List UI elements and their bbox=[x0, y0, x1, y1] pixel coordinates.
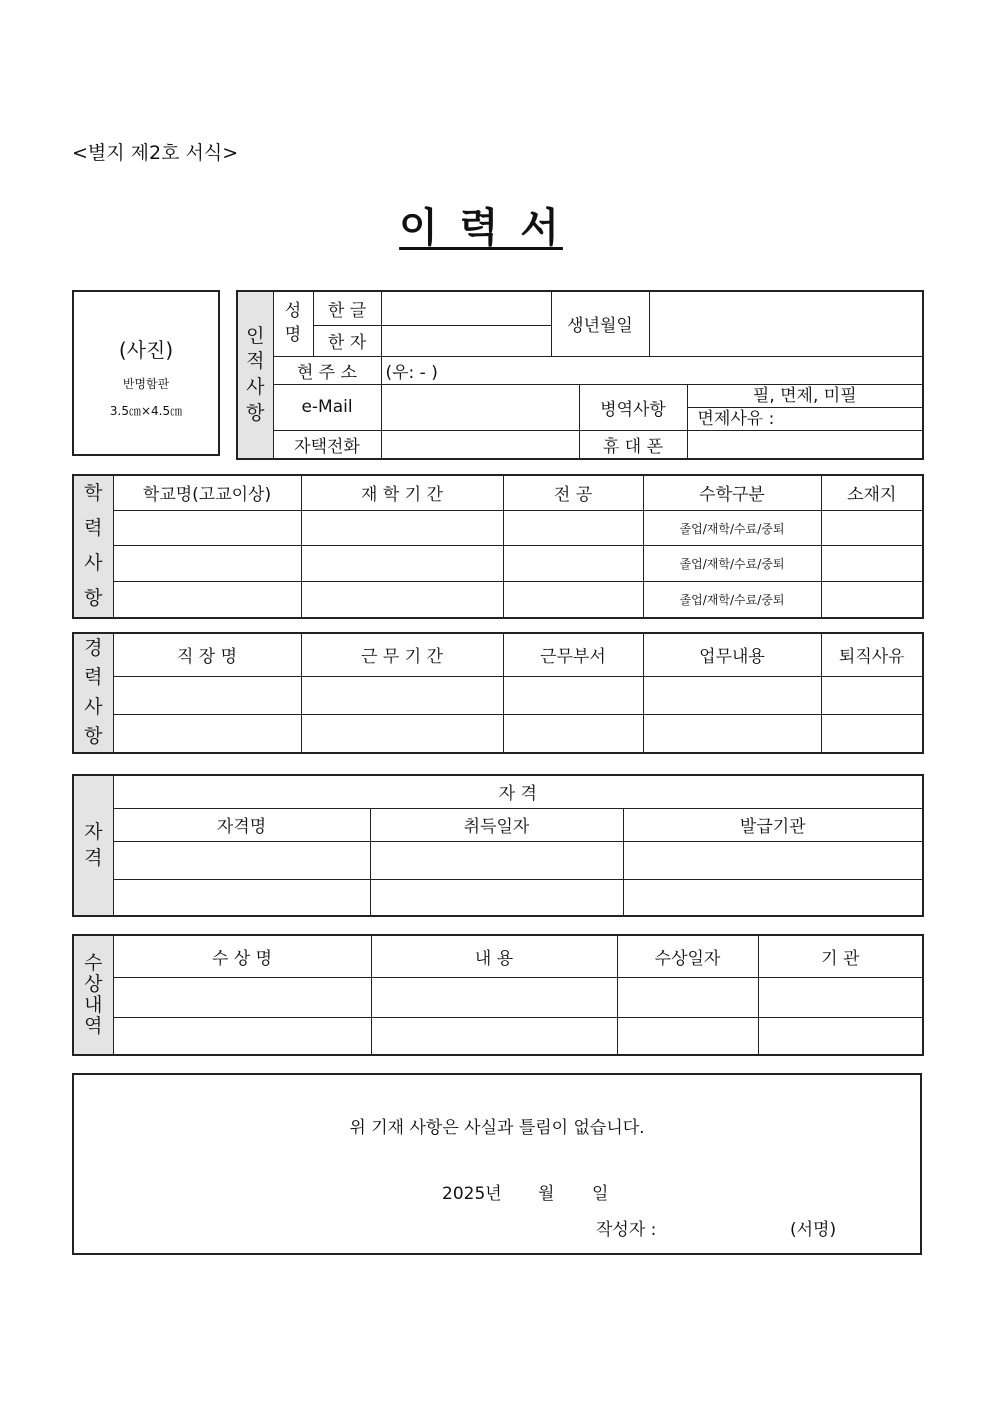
location-field[interactable] bbox=[821, 546, 923, 581]
award-title-field[interactable] bbox=[113, 977, 371, 1017]
page-title: 이 력 서 bbox=[399, 205, 563, 251]
education-header-period: 재 학 기 간 bbox=[301, 475, 503, 510]
table-row bbox=[73, 546, 923, 581]
education-section-label: 학력사항 bbox=[73, 475, 113, 618]
personal-info-table bbox=[236, 290, 924, 460]
career-header-period: 근 무 기 간 bbox=[301, 633, 503, 676]
career-header-department: 근무부서 bbox=[503, 633, 643, 676]
company-field[interactable] bbox=[113, 676, 301, 714]
table-row bbox=[73, 581, 923, 617]
career-table bbox=[72, 632, 924, 754]
award-content-field[interactable] bbox=[371, 1017, 617, 1055]
military-field[interactable] bbox=[687, 384, 923, 430]
home-phone-field[interactable] bbox=[381, 430, 579, 459]
period-field[interactable] bbox=[301, 715, 503, 753]
license-table bbox=[72, 774, 924, 917]
military-label: 병역사항 bbox=[579, 384, 687, 430]
awards-header-date: 수상일자 bbox=[617, 935, 758, 977]
school-field[interactable] bbox=[113, 510, 301, 545]
declaration-box bbox=[72, 1073, 922, 1255]
duties-field[interactable] bbox=[643, 715, 821, 753]
period-field[interactable] bbox=[301, 581, 503, 617]
school-field[interactable] bbox=[113, 546, 301, 581]
career-section-label: 경력사항 bbox=[73, 633, 113, 753]
awards-section-label: 수상내역 bbox=[73, 935, 113, 1055]
table-row bbox=[73, 879, 923, 916]
name-hangul-field[interactable] bbox=[381, 291, 551, 325]
photo-size: 3.5㎝×4.5㎝ bbox=[109, 404, 183, 418]
table-row bbox=[73, 715, 923, 753]
education-header-major: 전 공 bbox=[503, 475, 643, 510]
license-group-header: 자 격 bbox=[113, 775, 923, 808]
hanja-label: 한 자 bbox=[313, 325, 381, 356]
award-org-field[interactable] bbox=[758, 1017, 923, 1055]
license-date-field[interactable] bbox=[370, 879, 623, 916]
location-field[interactable] bbox=[821, 510, 923, 545]
license-name-field[interactable] bbox=[113, 841, 370, 879]
table-row bbox=[73, 510, 923, 545]
declaration-day[interactable]: 일 bbox=[592, 1184, 609, 1204]
address-field[interactable]: (우: - ) bbox=[381, 356, 923, 384]
table-row bbox=[73, 676, 923, 714]
address-label: 현 주 소 bbox=[273, 356, 381, 384]
awards-header-content: 내 용 bbox=[371, 935, 617, 977]
email-field[interactable] bbox=[381, 384, 579, 430]
school-field[interactable] bbox=[113, 581, 301, 617]
birth-field[interactable] bbox=[649, 291, 923, 356]
education-header-status: 수학구분 bbox=[643, 475, 821, 510]
company-field[interactable] bbox=[113, 715, 301, 753]
table-row bbox=[73, 841, 923, 879]
mobile-field[interactable] bbox=[687, 430, 923, 459]
award-content-field[interactable] bbox=[371, 977, 617, 1017]
exemption-reason-field[interactable]: 면제사유 : bbox=[697, 408, 775, 429]
duties-field[interactable] bbox=[643, 676, 821, 714]
status-field[interactable]: 졸업/재학/수료/중퇴 bbox=[643, 510, 821, 545]
hangul-label: 한 글 bbox=[313, 291, 381, 325]
period-field[interactable] bbox=[301, 510, 503, 545]
awards-table bbox=[72, 934, 924, 1056]
author-label: 작성자 : bbox=[596, 1220, 657, 1240]
license-issuer-field[interactable] bbox=[623, 879, 923, 916]
form-number-label: <별지 제2호 서식> bbox=[72, 142, 239, 164]
signature-field[interactable]: (서명) bbox=[790, 1220, 837, 1240]
award-date-field[interactable] bbox=[617, 977, 758, 1017]
status-field[interactable]: 졸업/재학/수료/중퇴 bbox=[643, 546, 821, 581]
license-header-date: 취득일자 bbox=[370, 808, 623, 841]
declaration-year[interactable]: 2025년 bbox=[442, 1184, 502, 1204]
declaration-statement: 위 기재 사항은 사실과 틀림이 없습니다. bbox=[349, 1118, 645, 1138]
license-issuer-field[interactable] bbox=[623, 841, 923, 879]
awards-header-org: 기 관 bbox=[758, 935, 923, 977]
career-header-leave-reason: 퇴직사유 bbox=[821, 633, 923, 676]
photo-label: (사진) bbox=[118, 338, 174, 362]
education-header-school: 학교명(고교이상) bbox=[113, 475, 301, 510]
period-field[interactable] bbox=[301, 546, 503, 581]
award-org-field[interactable] bbox=[758, 977, 923, 1017]
license-header-name: 자격명 bbox=[113, 808, 370, 841]
award-date-field[interactable] bbox=[617, 1017, 758, 1055]
award-title-field[interactable] bbox=[113, 1017, 371, 1055]
education-header-location: 소재지 bbox=[821, 475, 923, 510]
period-field[interactable] bbox=[301, 676, 503, 714]
license-header-issuer: 발급기관 bbox=[623, 808, 923, 841]
license-section-label: 자격 bbox=[73, 775, 113, 916]
photo-box[interactable] bbox=[72, 290, 220, 456]
education-table bbox=[72, 474, 924, 619]
table-row bbox=[73, 1017, 923, 1055]
leave-reason-field[interactable] bbox=[821, 715, 923, 753]
declaration-month[interactable]: 월 bbox=[538, 1184, 555, 1204]
major-field[interactable] bbox=[503, 581, 643, 617]
personal-section-label: 인적사항 bbox=[237, 291, 273, 459]
major-field[interactable] bbox=[503, 546, 643, 581]
department-field[interactable] bbox=[503, 715, 643, 753]
license-name-field[interactable] bbox=[113, 879, 370, 916]
email-label: e-Mail bbox=[273, 384, 381, 430]
mobile-label: 휴 대 폰 bbox=[579, 430, 687, 459]
photo-note: 반명함판 bbox=[122, 377, 170, 391]
career-header-duties: 업무내용 bbox=[643, 633, 821, 676]
career-header-company: 직 장 명 bbox=[113, 633, 301, 676]
awards-header-title: 수 상 명 bbox=[113, 935, 371, 977]
birth-label: 생년월일 bbox=[551, 291, 649, 356]
status-field[interactable]: 졸업/재학/수료/중퇴 bbox=[643, 581, 821, 617]
leave-reason-field[interactable] bbox=[821, 676, 923, 714]
name-label: 성명 bbox=[273, 291, 313, 356]
license-date-field[interactable] bbox=[370, 841, 623, 879]
name-hanja-field[interactable] bbox=[381, 325, 551, 356]
location-field[interactable] bbox=[821, 581, 923, 617]
home-phone-label: 자택전화 bbox=[273, 430, 381, 459]
department-field[interactable] bbox=[503, 676, 643, 714]
table-row bbox=[73, 977, 923, 1017]
military-options[interactable]: 필, 면제, 미필 bbox=[688, 385, 923, 408]
major-field[interactable] bbox=[503, 510, 643, 545]
